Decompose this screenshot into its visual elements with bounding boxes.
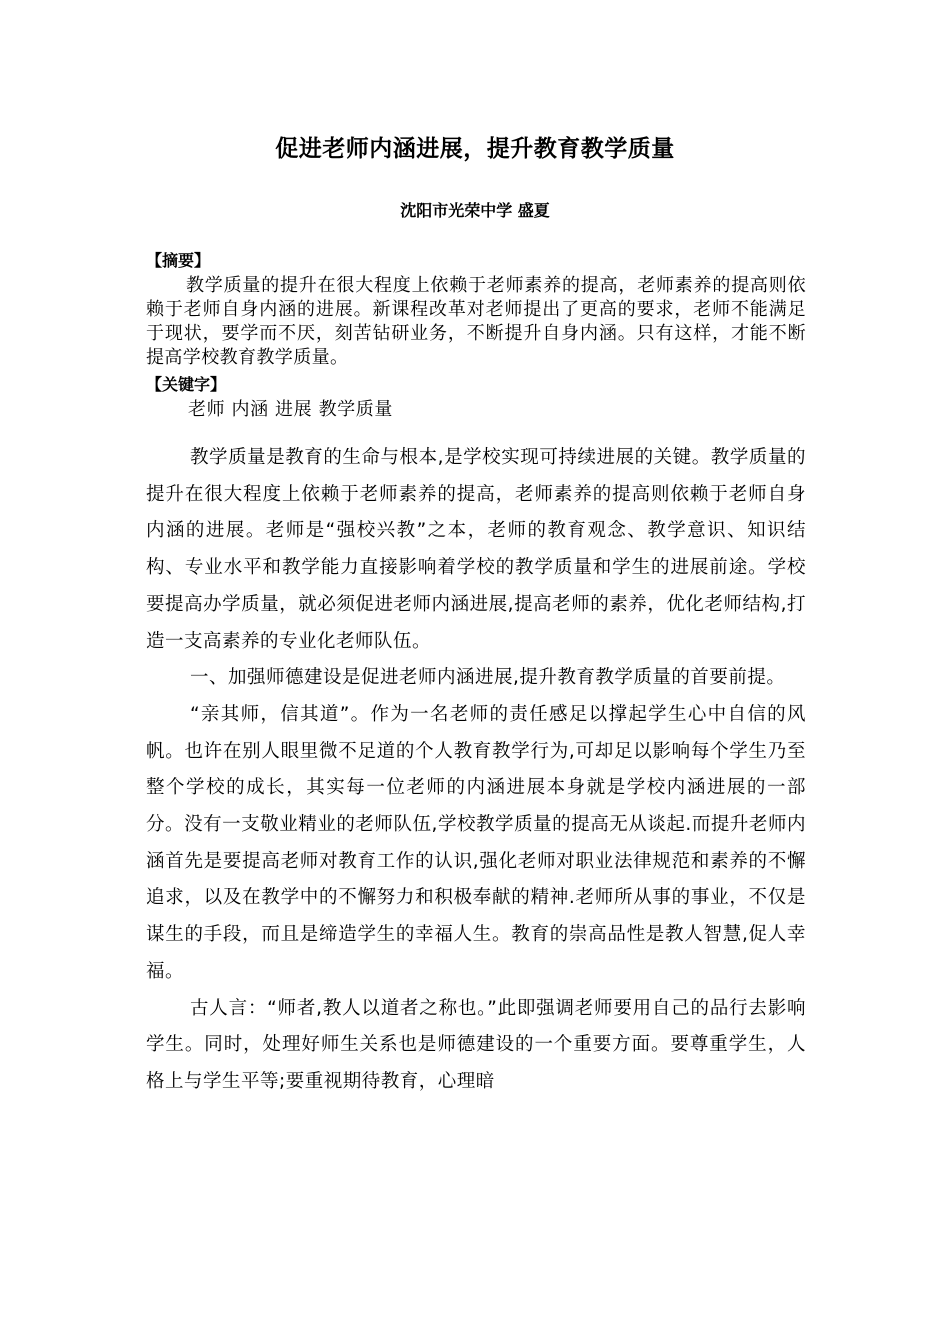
author-line: 沈阳市光荣中学 盛夏 [400, 201, 550, 220]
body-paragraph: “亲其师，信其道”。作为一名老师的责任感足以撑起学生心中自信的风帆。也许在别人眼里微不足道的个人教育教学行为,可却足以影响每个学生乃至整个学校的成长，其实每一位老师的内涵进展本身就是学校内涵进展的一部分。没有一支敬业精业的老师队伍,学校教学质量的提高无从谈起.而提升老师内涵首先是要提高老师对教育工作的认识,强化老师对职业法律规范和素养的不懈追求，以及在教学中的不懈努力和积极奉献的精神.老师所从事的事业，不仅是谋生的手段，而且是缔造学生的幸福人生。教育的崇高品性是教人智慧,促人幸福。 [146, 703, 806, 982]
document-title: 促进老师内涵进展，提升教育教学质量 [275, 136, 675, 162]
body-text [146, 440, 806, 1101]
keywords-label: 【关键字】 [146, 375, 227, 394]
keywords-text: 老师 内涵 进展 教学质量 [188, 399, 393, 420]
abstract-label: 【摘要】 [146, 251, 211, 270]
body-paragraph: 教学质量是教育的生命与根本,是学校实现可持续进展的关键。教学质量的提升在很大程度上依赖于老师素养的提高，老师素养的提高则依赖于老师自身内涵的进展。老师是“强校兴教”之本，老师的教育观念、教学意识、知识结构、专业水平和教学能力直接影响着学校的教学质量和学生的进展前途。学校要提高办学质量，就必须促进老师内涵进展,提高老师的素养，优化老师结构,打造一支高素养的专业化老师队伍。 [146, 447, 806, 652]
body-paragraph: 古人言：“师者,教人以道者之称也。”此即强调老师要用自己的品行去影响学生。同时，处理好师生关系也是师德建设的一个重要方面。要尊重学生，人格上与学生平等;要重视期待教育，心理暗 [146, 997, 806, 1092]
section-heading: 一、加强师德建设是促进老师内涵进展,提升教育教学质量的首要前提。 [190, 667, 786, 689]
abstract-text: 教学质量的提升在很大程度上依赖于老师素养的提高，老师素养的提高则依赖于老师自身内涵的进展。新课程改革对老师提出了更高的要求，老师不能满足于现状，要学而不厌，刻苦钻研业务，不断提升自身内涵。只有这样，才能不断提高学校教育教学质量。 [146, 275, 806, 368]
